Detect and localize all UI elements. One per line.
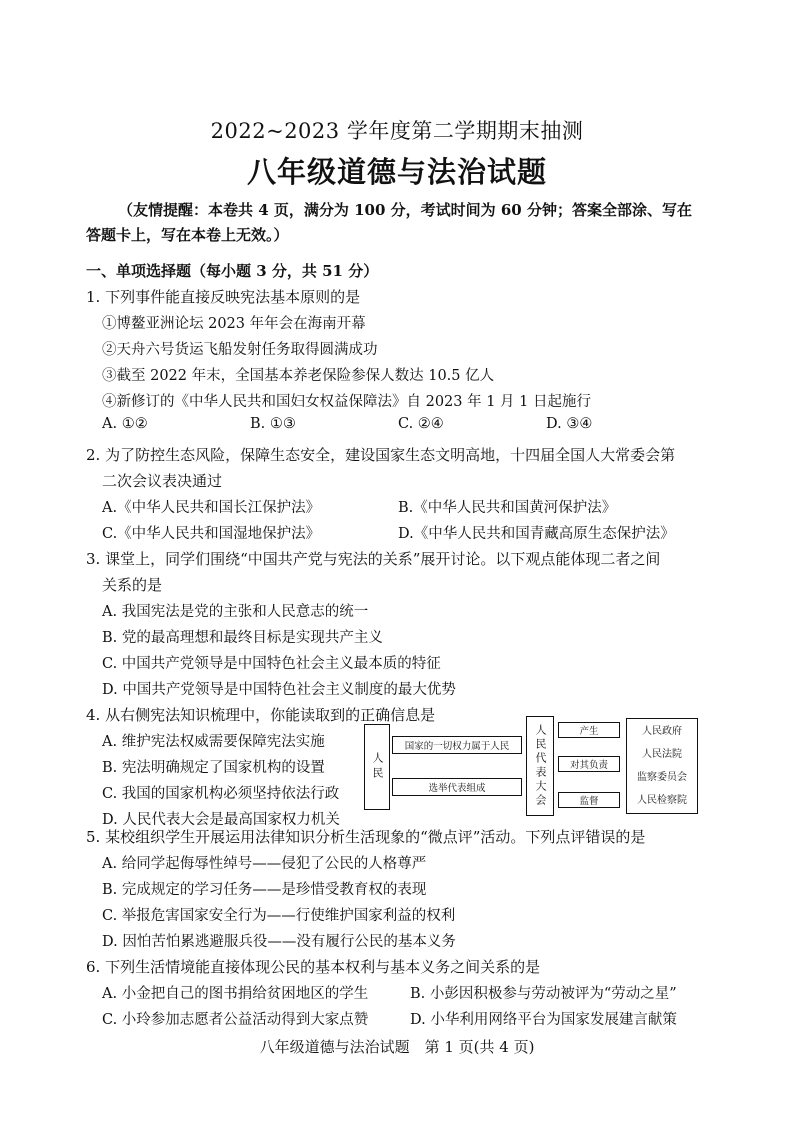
question-1-option-d: D. ③④ bbox=[546, 416, 593, 432]
constitution-diagram bbox=[362, 716, 702, 816]
exam-subject-title: 八年级道德与法治试题 bbox=[246, 155, 547, 189]
diagram-arrow-produce: 产生 bbox=[558, 722, 620, 738]
diagram-organ-supervision: 监察委员会 bbox=[637, 772, 687, 783]
diagram-congress-box: 人民代表大会 bbox=[526, 716, 554, 816]
question-5-option-c: C. 举报危害国家安全行为——行使维护国家利益的权利 bbox=[102, 908, 456, 924]
question-6-stem: 6. 下列生活情境能直接体现公民的基本权利与基本义务之间关系的是 bbox=[86, 958, 541, 976]
question-3-stem-cont: 关系的是 bbox=[102, 576, 163, 594]
question-4-option-b: B. 宪法明确规定了国家机构的设置 bbox=[102, 760, 325, 776]
page-footer: 八年级道德与法治试题 第 1 页(共 4 页) bbox=[259, 1038, 535, 1056]
diagram-organ-government: 人民政府 bbox=[642, 726, 682, 737]
section-heading-single-choice: 一、单项选择题（每小题 3 分，共 51 分） bbox=[86, 262, 379, 280]
question-1-item-3: ③截至 2022 年末，全国基本养老保险参保人数达 10.5 亿人 bbox=[102, 368, 495, 384]
question-5-stem: 5. 某校组织学生开展运用法律知识分析生活现象的“微点评”活动。下列点评错误的是 bbox=[86, 828, 646, 846]
question-6-option-c: C. 小玲参加志愿者公益活动得到大家点赞 bbox=[102, 1012, 369, 1028]
question-2-option-d: D.《中华人民共和国青藏高原生态保护法》 bbox=[398, 526, 675, 542]
question-2-option-a: A.《中华人民共和国长江保护法》 bbox=[102, 500, 321, 516]
diagram-arrow-responsible: 对其负责 bbox=[558, 756, 620, 772]
question-3-stem: 3. 课堂上，同学们围绕“中国共产党与宪法的关系”展开讨论。以下观点能体现二者之间 bbox=[86, 550, 661, 568]
diagram-arrow-supervise: 监督 bbox=[558, 792, 620, 808]
question-4-option-a: A. 维护宪法权威需要保障宪法实施 bbox=[102, 734, 325, 750]
question-6-option-b: B. 小彭因积极参与劳动被评为“劳动之星” bbox=[410, 986, 677, 1002]
exam-notice: （友情提醒：本卷共 4 页，满分为 100 分，考试时间为 60 分钟；答案全部涂、写在答题卡上，写在本卷上无效。） bbox=[86, 201, 692, 244]
question-1-option-b: B. ①③ bbox=[250, 416, 296, 432]
question-1-item-4: ④新修订的《中华人民共和国妇女权益保障法》自 2023 年 1 月 1 日起施行 bbox=[102, 394, 592, 410]
question-5-option-b: B. 完成规定的学习任务——是珍惜受教育权的表现 bbox=[102, 882, 427, 898]
question-3-option-d: D. 中国共产党领导是中国特色社会主义制度的最大优势 bbox=[102, 682, 456, 698]
diagram-organ-procuratorate: 人民检察院 bbox=[637, 795, 687, 806]
question-4-stem: 4. 从右侧宪法知识梳理中，你能读取到的正确信息是 bbox=[86, 706, 436, 724]
diagram-state-organs-box bbox=[626, 718, 698, 814]
question-3-option-b: B. 党的最高理想和最终目标是实现共产主义 bbox=[102, 630, 383, 646]
exam-term-title: 2022~2023 学年度第二学期期末抽测 bbox=[210, 119, 584, 143]
question-1-stem: 1. 下列事件能直接反映宪法基本原则的是 bbox=[86, 288, 361, 306]
question-1-item-2: ②天舟六号货运飞船发射任务取得圆满成功 bbox=[102, 342, 378, 358]
question-4-option-c: C. 我国的国家机构必须坚持依法行政 bbox=[102, 786, 340, 802]
question-1-item-1: ①博鳌亚洲论坛 2023 年年会在海南开幕 bbox=[102, 316, 366, 332]
question-5-option-a: A. 给同学起侮辱性绰号——侵犯了公民的人格尊严 bbox=[102, 856, 427, 872]
question-6-option-d: D. 小华利用网络平台为国家发展建言献策 bbox=[410, 1012, 677, 1028]
question-6-option-a: A. 小金把自己的图书捐给贫困地区的学生 bbox=[102, 986, 369, 1002]
question-1-option-c: C. ②④ bbox=[398, 416, 444, 432]
question-2-stem: 2. 为了防控生态风险，保障生态安全，建设国家生态文明高地，十四届全国人大常委会第 bbox=[86, 446, 676, 464]
question-4-option-d: D. 人民代表大会是最高国家权力机关 bbox=[102, 812, 340, 828]
diagram-arrow-power: 国家的一切权力属于人民 bbox=[392, 736, 522, 754]
diagram-organ-court: 人民法院 bbox=[642, 749, 682, 760]
question-5-option-d: D. 因怕苦怕累逃避服兵役——没有履行公民的基本义务 bbox=[102, 934, 456, 950]
question-3-option-c: C. 中国共产党领导是中国特色社会主义最本质的特征 bbox=[102, 656, 441, 672]
diagram-people-box: 人民 bbox=[364, 724, 390, 810]
question-1-option-a: A. ①② bbox=[102, 416, 148, 432]
diagram-arrow-elect: 选举代表组成 bbox=[392, 778, 522, 796]
question-2-option-b: B.《中华人民共和国黄河保护法》 bbox=[398, 500, 617, 516]
question-2-option-c: C.《中华人民共和国湿地保护法》 bbox=[102, 526, 321, 542]
question-2-stem-cont: 二次会议表决通过 bbox=[102, 472, 223, 490]
question-3-option-a: A. 我国宪法是党的主张和人民意志的统一 bbox=[102, 604, 369, 620]
